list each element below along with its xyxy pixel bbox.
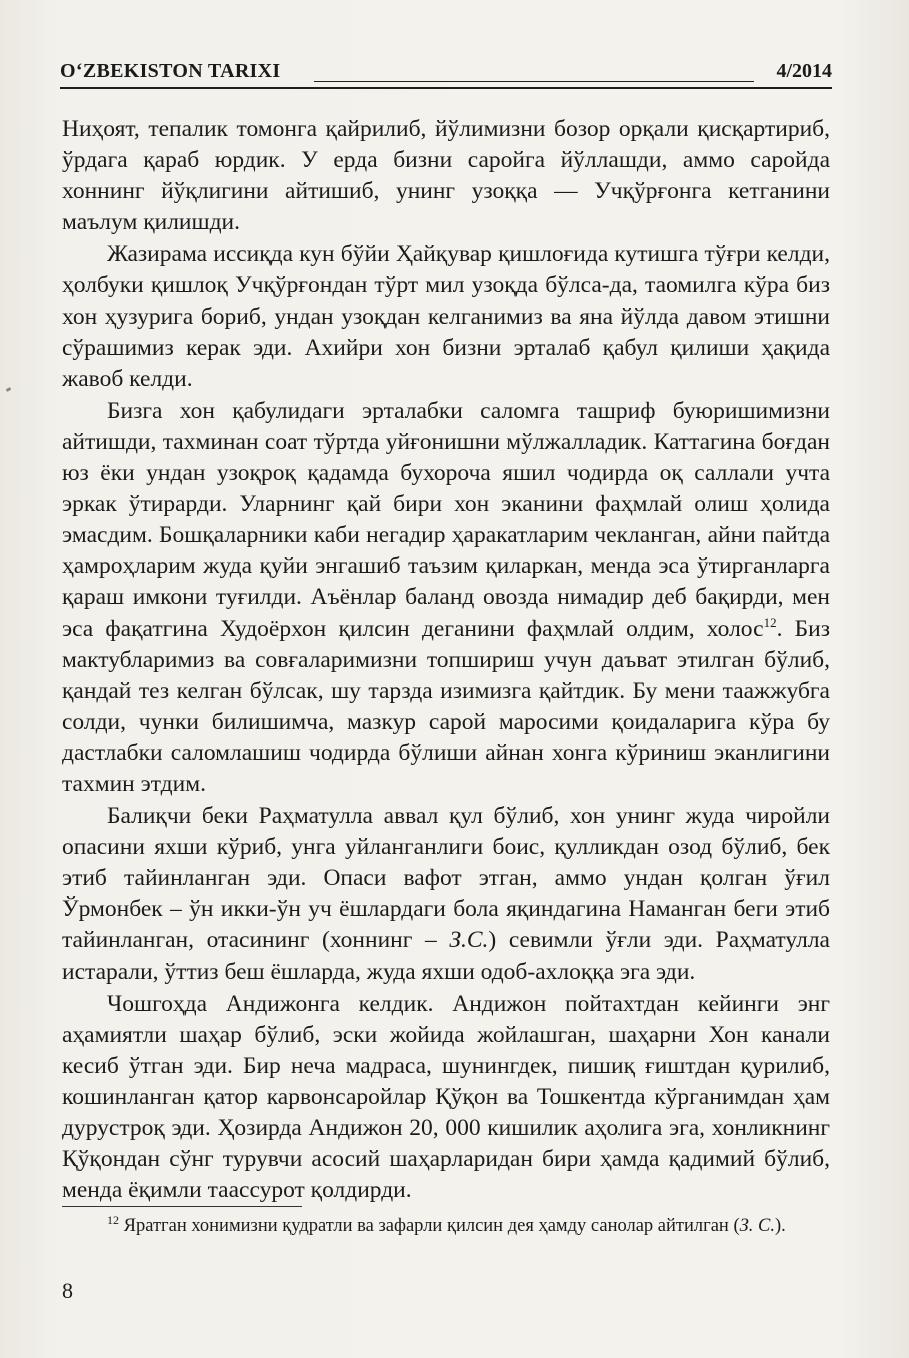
- author-initials: З.С.: [449, 927, 489, 954]
- footnote-text-end: ).: [774, 1216, 786, 1236]
- issue-number: 4/2014: [776, 60, 832, 82]
- paragraph-text-cont: ) севимли ўғли эди. Раҳматулла истарали, ўттиз беш ёшларда, жуда яхши одоб-ахлоққа эга эди.: [62, 927, 830, 985]
- header-rule-short: [314, 81, 754, 82]
- main-text: [62, 114, 830, 1206]
- paragraph-text: Балиқчи беки Раҳматулла аввал қул бўлиб, хон унинг жуда чиройли опасини яхши кўриб, унга уйланганлиги боис, қулликдан озод бўлиб, бек этиб тайинланган эди. Опаси вафот этган, аммо ундан қолган ўғил Ўрмонбек – ўн икки-ўн уч ёшлардаги бола яқиндагина Наманган беги этиб тайинланган, отасининг (хоннинг –: [62, 803, 830, 954]
- footnote-separator: [62, 1206, 302, 1207]
- paragraph-5: [62, 989, 830, 1207]
- paragraph-text: Бизга хон қабулидаги эрталабки саломга ташриф буюришимизни айтишди, тахминан соат тўртда уйғонишни мўлжалладик. Каттагина боғдан юз ёки ундан узоқроқ қадамда бухороча яшил чодирда оқ саллали учта эркак ўтирарди. Уларнинг қай бири хон эканини фаҳмлай олиш ҳолида эмасдим. Бошқаларники каби негадир ҳаракатларим чекланган, айни пайтда ҳамроҳларим жуда қуйи энгашиб таъзим қиларкан, менда эса ўтирганларга қараш имкони туғилди. Аъёнлар баланд овозда нимадир деб бақирди, мен эса фақатгина Худоёрхон қилсин деганини фаҳмлай олдим, холос: [62, 397, 830, 642]
- paragraph-2: [62, 239, 830, 394]
- header-rule: [60, 87, 832, 89]
- paragraph-text: Чошгоҳда Андижонга келдик. Андижон пойтахтдан кейинги энг аҳамиятли шаҳар бўлиб, эски жойида жойлашган, шаҳарни Хон канали кесиб ўтган эди. Бир неча мадраса, шунингдек, пишиқ ғиштдан қурилиб, кошинланган қатор карвонсаройлар Қўқон ва Тошкентда кўрганимдан ҳам дурустроқ эди. Ҳозирда Андижон 20, 000 кишилик аҳолига эга, хонликнинг Қўқондан сўнг турувчи асосий шаҳарларидан бири ҳамда қадимий бўлиб, менда ёқимли таассурот қолдирди.: [62, 990, 830, 1204]
- paragraph-text: Жазирама иссиқда кун бўйи Ҳайқувар қишлоғида кутишга тўғри келди, ҳолбуки қишлоқ Учқўрғондан тўрт мил узоқда бўлса-да, таомилга кўра биз хон ҳузурига бориб, ундан узоқдан келганимиз ва яна йўлда давом этишни сўрашимиз керак эди. Ахийри хон бизни эрталаб қабул қилиши ҳақида жавоб келди.: [62, 241, 830, 392]
- paragraph-1: [62, 114, 830, 238]
- footnote-text: Яратган хонимизни қудратли ва зафарли қилсин дея ҳамду санолар айтилган (: [119, 1216, 740, 1236]
- running-header: [60, 56, 832, 90]
- page-number: 8: [62, 1278, 73, 1303]
- footnote: [62, 1214, 830, 1239]
- footnote-initials: З. С.: [739, 1216, 775, 1236]
- scan-speck: [6, 387, 12, 392]
- footnote-reference[interactable]: 12: [763, 614, 777, 630]
- paragraph-text-cont: . Биз мактубларимиз ва совғаларимизни топшириш учун даъват этилган бўлиб, қандай тез келган бўлсак, шу тарзда изимизга қайтдик. Бу мени таажжубга солди, чунки билишимча, мазкур сарой маросими қоидаларига кўра бу дастлабки саломлашиш чодирда бўлиши айнан хонга кўриниш эканлигини тахмин этдим.: [62, 615, 830, 797]
- paragraph-3: [62, 396, 830, 800]
- paragraph-text: Ниҳоят, тепалик томонга қайрилиб, йўлимизни бозор орқали қисқартириб, ўрдага қараб юрдик. У ерда бизни саройга йўллашди, аммо саройда хоннинг йўқлигини айтишиб, унинг узоққа — Учқўрғонга кетганини маълум қилишди.: [62, 116, 830, 236]
- paragraph-4: [62, 801, 830, 988]
- footnote-mark: 12: [107, 1213, 119, 1227]
- journal-title: O‘ZBEKISTON TARIXI: [60, 60, 281, 82]
